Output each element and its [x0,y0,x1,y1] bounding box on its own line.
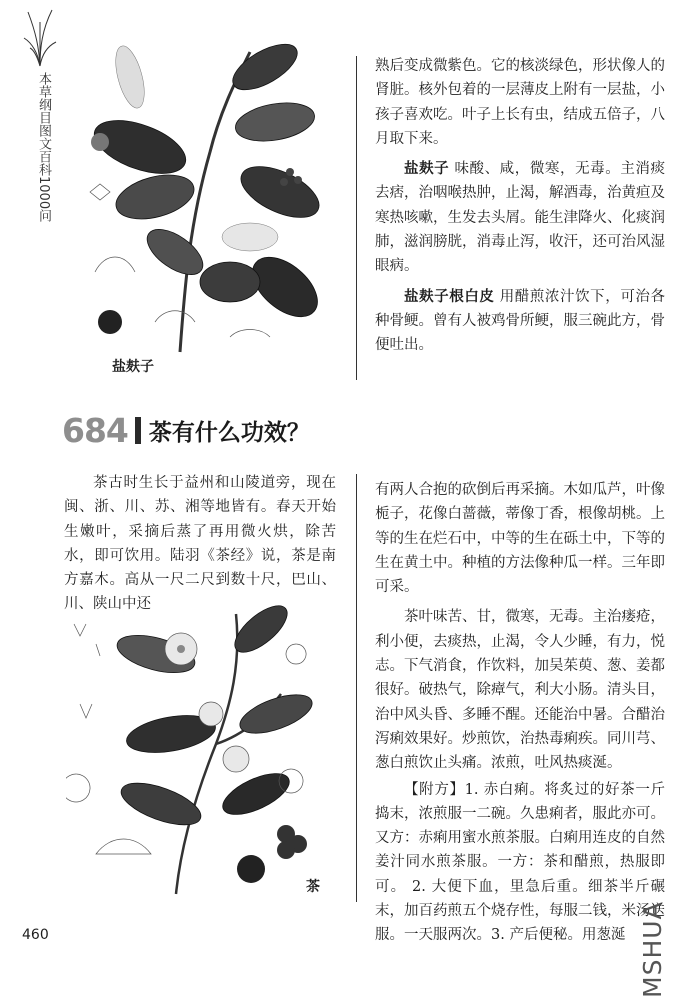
term-label: 盐麸子根白皮 [404,288,495,305]
section-title: 茶有什么功效？ [148,419,310,446]
grass-sprig-logo-icon [22,8,58,68]
figure-caption: 盐麸子 [112,359,154,375]
paragraph [375,157,665,278]
figure-caption: 茶 [306,879,320,895]
text-column-top-right [375,54,665,358]
term-text: 味酸、咸，微寒，无毒。主消痰去痞，治咽喉热肿，止渴，解酒毒，治黄疸及寒热咳嗽，生发去头屑。能生津降火、化痰润肺，滋润膀胱，消毒止泻，收汗，还可治风湿眼病。 [375,161,666,275]
section-heading [62,410,310,450]
page-number: 460 [22,927,49,943]
tea-plant-botanical-illustration [66,594,338,902]
text-column-bottom-right [375,478,665,948]
section-number: 684 [62,410,128,450]
paragraph [375,285,665,358]
paragraph: 【附方】1. 赤白痢。将炙过的好茶一斤捣末，浓煎服一二碗。久患痢者，服此亦可。又方：赤痢用蜜水煎茶服。白痢用连皮的自然姜汁同水煎茶服。一方：茶和醋煎，热服即可。 2. 大便下血，里急后重。细茶半斤碾末，加百药煎五个烧存性，每服二钱，米汤送服。一天服两次。3. 产后便秘。用葱涎 [375,781,665,944]
term-text: 用醋煎浓汁饮下，可治各种骨鲠。曾有人被鸡骨所鲠，服三碗此方，骨便吐出。 [375,288,666,354]
term-label: 盐麸子 [404,161,450,178]
heading-bar [135,417,141,444]
paragraph: 有两人合抱的砍倒后再采摘。木如瓜芦，叶像栀子，花像白蔷薇，蒂像丁香，根像胡桃。上等的生在烂石中，中等的生在砾土中，下等的生在黄土中。种植的方法像种瓜一样。三年即可采。 [375,482,665,596]
sumac-fruit-botanical-illustration [70,22,338,367]
column-divider [356,474,357,902]
paragraph: 熟后变成微紫色。它的核淡绿色，形状像人的肾脏。核外包着的一层薄皮上附有一层盐，小孩子喜欢吃。叶子上长有虫，结成五倍子，八月取下来。 [375,58,665,147]
column-divider [356,56,357,380]
watermark-text: MSHUA [638,901,667,998]
paragraph: 茶古时生长于益州和山陵道旁，现在闽、浙、川、苏、湘等地皆有。春天开始生嫩叶，采摘后蒸了再用微火烘，除苦水，即可饮用。陆羽《茶经》说，茶是南方嘉木。高从一尺二尺到数十尺，巴山、川、陕山中还 [64,475,336,613]
paragraph: 茶叶味苦、甘，微寒，无毒。主治瘘疮，利小便，去痰热，止渴，令人少睡，有力，悦志。下气消食，作饮料，加吴茱萸、葱、姜都很好。破热气，除瘴气，利大小肠。清头目，治中风头昏、多睡不醒。还能治中暑。合醋治泻痢效果好。炒煎饮，治热毒痢疾。同川芎、葱白煎饮止头痛。浓煎，吐风热痰涎。 [375,609,665,772]
running-book-title: 本草纲目图文百科1000问 [36,72,51,223]
